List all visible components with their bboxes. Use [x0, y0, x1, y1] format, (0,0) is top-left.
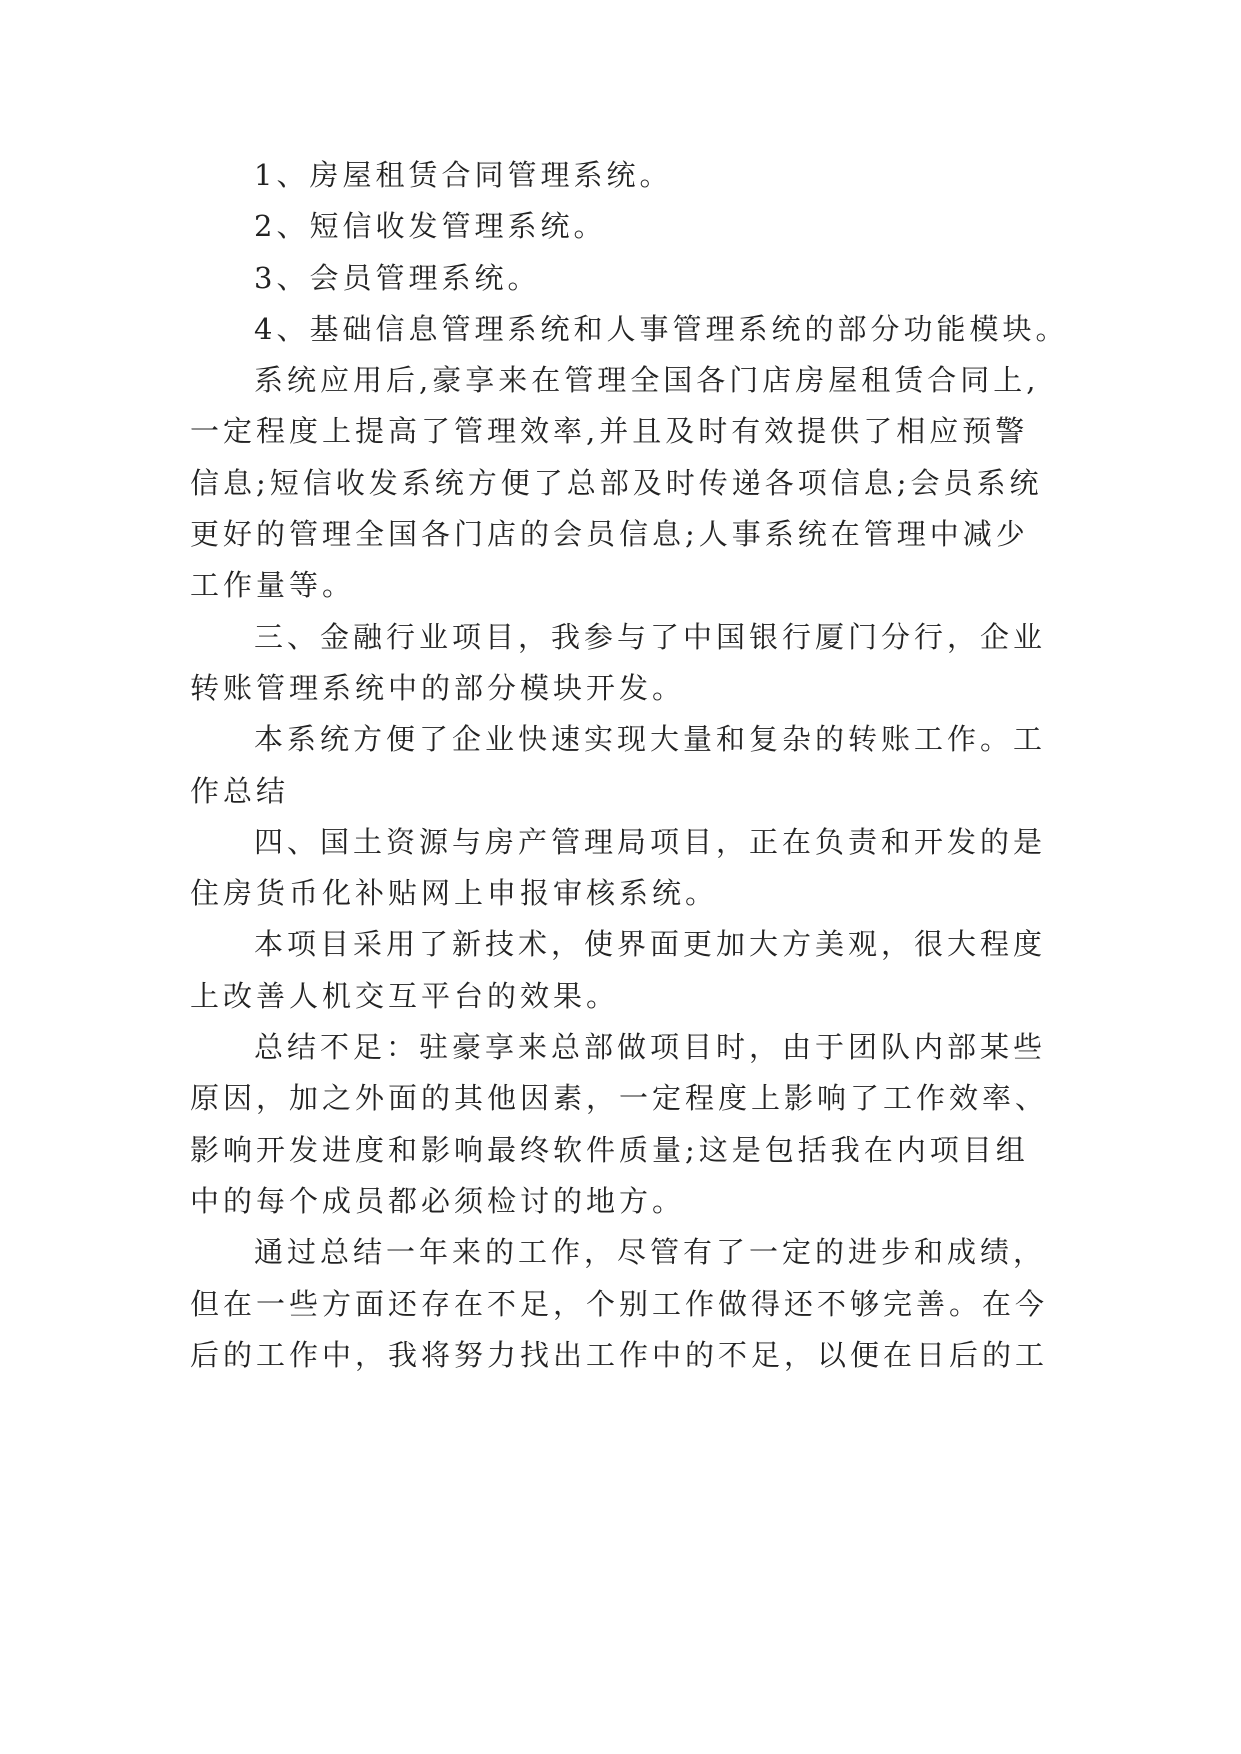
paragraph-line: 信息;短信收发系统方便了总部及时传递各项信息;会员系统: [190, 465, 1043, 500]
paragraph-line: 原因，加之外面的其他因素，一定程度上影响了工作效率、: [190, 1081, 1049, 1116]
paragraph-line: 四、国土资源与房产管理局项目，正在负责和开发的是: [254, 824, 1047, 859]
paragraph-line: 但在一些方面还存在不足，个别工作做得还不够完善。在今: [190, 1286, 1049, 1321]
paragraph-line: 中的每个成员都必须检讨的地方。: [190, 1183, 686, 1218]
paragraph-line: 总结不足：驻豪享来总部做项目时，由于团队内部某些: [254, 1030, 1047, 1065]
paragraph-line: 本项目采用了新技术，使界面更加大方美观，很大程度: [254, 927, 1047, 962]
list-item-4: 4、基础信息管理系统和人事管理系统的部分功能模块。: [254, 311, 1069, 346]
paragraph-line: 通过总结一年来的工作，尽管有了一定的进步和成绩，: [254, 1235, 1047, 1270]
paragraph-line: 本系统方便了企业快速实现大量和复杂的转账工作。工: [254, 722, 1047, 757]
paragraph-line: 三、金融行业项目，我参与了中国银行厦门分行，企业: [254, 619, 1047, 654]
list-item-1: 1、房屋租赁合同管理系统。: [254, 158, 673, 192]
paragraph-line: 系统应用后,豪享来在管理全国各门店房屋租赁合同上,: [254, 363, 1040, 398]
document-body: [190, 157, 1070, 1388]
paragraph-line: 更好的管理全国各门店的会员信息;人事系统在管理中减少: [190, 517, 1029, 552]
paragraph-line: 工作量等。: [190, 568, 356, 603]
paragraph-line: 一定程度上提高了管理效率,并且及时有效提供了相应预警: [190, 414, 1029, 449]
paragraph-line: 后的工作中，我将努力找出工作中的不足，以便在日后的工: [190, 1337, 1049, 1372]
paragraph-line: 上改善人机交互平台的效果。: [190, 978, 620, 1013]
list-item-3: 3、会员管理系统。: [254, 260, 541, 295]
paragraph-line: 影响开发进度和影响最终软件质量;这是包括我在内项目组: [190, 1132, 1029, 1167]
paragraph-line: 住房货币化补贴网上申报审核系统。: [190, 876, 719, 911]
paragraph-line: 作总结: [190, 773, 290, 808]
paragraph-line: 转账管理系统中的部分模块开发。: [190, 670, 686, 705]
list-item-2: 2、短信收发管理系统。: [254, 209, 607, 244]
